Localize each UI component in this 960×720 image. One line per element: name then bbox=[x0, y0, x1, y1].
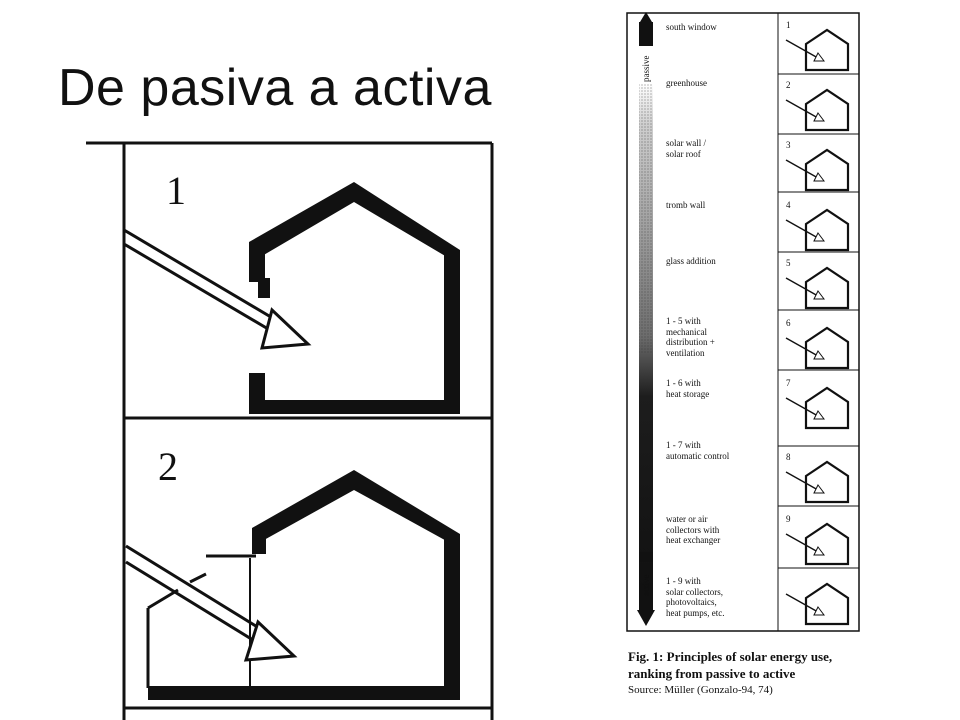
panel-2-house bbox=[148, 470, 460, 700]
figure-row-label: 1 - 7 with automatic control bbox=[666, 440, 730, 461]
figure-caption bbox=[628, 648, 928, 698]
caption-line-2: ranking from passive to active bbox=[628, 666, 796, 681]
figure-row-label: 1 - 6 with heat storage bbox=[666, 378, 710, 399]
large-house-diagram bbox=[86, 138, 498, 720]
figure-row-label: solar wall / solar roof bbox=[666, 138, 706, 159]
panel-2-sun-arrow bbox=[126, 546, 294, 660]
solar-principles-figure bbox=[626, 12, 860, 632]
figure-row-label: greenhouse bbox=[666, 78, 707, 88]
figure-row-number: 4 bbox=[786, 200, 791, 210]
figure-row-number: 6 bbox=[786, 318, 791, 328]
caption-line-1: Fig. 1: Principles of solar energy use, bbox=[628, 649, 833, 664]
figure-row-number: 2 bbox=[786, 80, 791, 90]
figure-row-label: tromb wall bbox=[666, 200, 706, 210]
figure-row-number: 9 bbox=[786, 514, 791, 524]
figure-row-number: 3 bbox=[786, 140, 791, 150]
figure-row-number: 8 bbox=[786, 452, 791, 462]
figure-row-number: 5 bbox=[786, 258, 791, 268]
figure-row-number: 1 bbox=[786, 20, 791, 30]
panel-2-number: 2 bbox=[158, 444, 178, 489]
figure-row-label: glass addition bbox=[666, 256, 716, 266]
scale-passive-label: passive bbox=[641, 55, 651, 82]
passive-active-scale bbox=[637, 12, 655, 626]
figure-row-label: water or air collectors with heat exchanger bbox=[666, 514, 721, 545]
panel-1-house bbox=[249, 182, 460, 414]
panel-1-number: 1 bbox=[166, 168, 186, 213]
caption-source: Source: Müller (Gonzalo-94, 74) bbox=[628, 684, 773, 696]
figure-row-label: 1 - 5 with mechanical distribution + ventilation bbox=[666, 316, 715, 358]
slide-title: De pasiva a activa bbox=[58, 59, 492, 117]
panel-1-sun-arrow bbox=[124, 230, 308, 348]
figure-row-number: 7 bbox=[786, 378, 791, 388]
figure-row-label: south window bbox=[666, 22, 717, 32]
scale-active-label: active bbox=[641, 574, 651, 596]
figure-row-label: 1 - 9 with solar collectors, photovoltaics, heat pumps, etc. bbox=[666, 576, 725, 618]
